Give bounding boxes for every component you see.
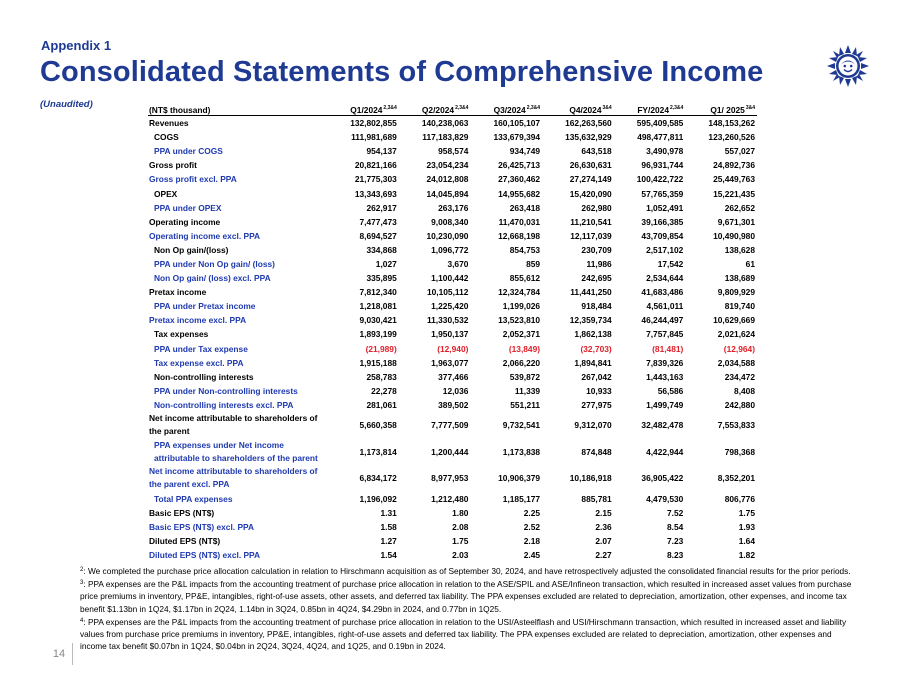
table-cell: 1,173,838 xyxy=(502,446,541,457)
table-cell: 954,137 xyxy=(366,146,397,157)
table-cell: 27,274,149 xyxy=(569,174,612,185)
table-cell: (21,989) xyxy=(365,343,397,354)
row-label: Total PPA expenses xyxy=(154,493,233,504)
table-cell: 1,950,137 xyxy=(431,329,469,340)
table-cell: (12,940) xyxy=(437,343,469,354)
table-row xyxy=(148,299,757,313)
column-header: $Q4/2024^{3\&4}$ xyxy=(542,100,614,116)
table-cell: 4,422,944 xyxy=(646,446,684,457)
row-label: Non-controlling interests xyxy=(154,371,254,382)
table-cell: 1,052,491 xyxy=(646,202,684,213)
table-cell: 9,732,541 xyxy=(502,420,541,431)
table-cell: 334,868 xyxy=(366,244,397,255)
table-row xyxy=(148,215,757,229)
table-cell: 806,776 xyxy=(724,493,755,504)
row-label: Basic EPS (NT$) xyxy=(149,507,215,518)
table-cell: 11,210,541 xyxy=(570,216,612,227)
column-header: $Q2/2024^{2,3\&4}$ xyxy=(399,100,471,116)
table-cell: 10,230,090 xyxy=(426,230,469,241)
table-cell: 7,777,509 xyxy=(431,420,469,431)
table-cell: 12,359,734 xyxy=(569,315,612,326)
row-label: Diluted EPS (NT$) excl. PPA xyxy=(149,549,261,560)
table-cell: 6,834,172 xyxy=(359,473,397,484)
table-cell: 9,312,070 xyxy=(574,420,612,431)
table-cell: 277,975 xyxy=(581,399,612,410)
table-cell: 15,420,090 xyxy=(569,188,612,199)
table-cell: 1,499,749 xyxy=(646,399,684,410)
table-cell: 1,862,138 xyxy=(574,329,612,340)
sun-face-icon xyxy=(826,44,870,88)
table-cell: 389,502 xyxy=(438,399,469,410)
column-header: Q1/ $2025^{3\&4}$ xyxy=(685,100,757,116)
table-cell: 1,963,077 xyxy=(431,357,469,368)
row-label: PPA under OPEX xyxy=(154,202,222,213)
table-cell: 1,199,026 xyxy=(502,301,541,312)
table-cell: 61 xyxy=(745,258,755,269)
row-label: Diluted EPS (NT$) xyxy=(149,535,221,546)
table-cell: 2.03 xyxy=(452,549,469,560)
table-cell: 1.80 xyxy=(452,507,469,518)
table-cell: 557,027 xyxy=(724,146,755,157)
row-label: Pretax income xyxy=(149,287,207,298)
table-cell: 9,809,929 xyxy=(717,287,755,298)
table-row xyxy=(148,158,757,172)
table-cell: 539,872 xyxy=(509,371,541,382)
table-cell: 133,679,394 xyxy=(493,132,541,143)
table-cell: 25,449,763 xyxy=(713,174,755,185)
table-cell: 7,477,473 xyxy=(359,216,397,227)
table-cell: 138,628 xyxy=(724,244,755,255)
table-cell: 2.36 xyxy=(595,521,612,532)
table-cell: 2.18 xyxy=(523,535,541,546)
row-label: PPA under Non Op gain/ (loss) xyxy=(154,258,275,269)
row-label: PPA expenses under Net income attributable to shareholders of the parent xyxy=(154,439,318,463)
table-cell: 57,765,359 xyxy=(641,188,684,199)
table-row xyxy=(148,491,757,505)
table-cell: 8,408 xyxy=(734,385,755,396)
table-cell: 1,443,163 xyxy=(646,371,684,382)
table-cell: 11,986 xyxy=(586,258,612,269)
table-cell: 1,027 xyxy=(375,258,397,269)
row-label: Tax expense excl. PPA xyxy=(154,357,244,368)
table-cell: 1,218,081 xyxy=(359,301,397,312)
table-cell: 377,466 xyxy=(438,371,469,382)
table-cell: 1.27 xyxy=(380,535,397,546)
table-cell: 7.23 xyxy=(667,535,684,546)
table-row xyxy=(148,534,757,548)
row-label: Revenues xyxy=(149,118,189,129)
table-row xyxy=(148,201,757,215)
table-row xyxy=(148,438,757,465)
table-cell: 12,668,198 xyxy=(498,230,541,241)
table-cell: 643,518 xyxy=(581,146,612,157)
table-cell: 7.52 xyxy=(667,507,684,518)
table-cell: 2,534,644 xyxy=(646,273,684,284)
table-row xyxy=(148,356,757,370)
table-cell: 1.93 xyxy=(738,521,755,532)
table-cell: 23,054,234 xyxy=(426,160,469,171)
table-cell: 2,066,220 xyxy=(502,357,541,368)
table-cell: 8,694,527 xyxy=(359,230,397,241)
table-cell: 335,895 xyxy=(366,273,397,284)
table-row xyxy=(148,116,757,131)
table-cell: 8.54 xyxy=(667,521,684,532)
table-cell: 2,021,624 xyxy=(717,329,755,340)
table-cell: 39,166,385 xyxy=(641,216,684,227)
table-row xyxy=(148,243,757,257)
footnote: $^2$: We completed the purchase price allocation calculation in relation to Hirschmann acquisition as of September 30, 2024, and have retrospectively adjusted the consolidated financial results for the prior periods. xyxy=(80,566,851,576)
table-cell: 2.52 xyxy=(523,521,541,532)
row-label: Non-controlling interests excl. PPA xyxy=(154,399,294,410)
table-row xyxy=(148,229,757,243)
table-cell: (13,849) xyxy=(508,343,541,354)
table-cell: 1,225,420 xyxy=(431,301,469,312)
row-label: Gross profit xyxy=(149,160,197,171)
table-cell: 1.31 xyxy=(380,507,397,518)
row-label: PPA under Non-controlling interests xyxy=(154,385,298,396)
table-cell: 1,200,444 xyxy=(431,446,469,457)
appendix-label: Appendix 1 xyxy=(41,38,112,53)
table-cell: 46,244,497 xyxy=(641,315,684,326)
table-cell: 22,278 xyxy=(371,385,397,396)
table-cell: 11,470,031 xyxy=(498,216,541,227)
table-cell: 9,671,301 xyxy=(717,216,755,227)
table-cell: 1,915,188 xyxy=(359,357,397,368)
table-cell: 242,695 xyxy=(581,273,612,284)
table-cell: 8,977,953 xyxy=(431,473,469,484)
table-cell: 123,260,526 xyxy=(708,132,755,143)
row-label: Non Op gain/ (loss) excl. PPA xyxy=(154,273,271,284)
table-row xyxy=(148,285,757,299)
row-label: PPA under Tax expense xyxy=(154,343,248,354)
table-cell: 1.58 xyxy=(380,521,397,532)
table-cell: 819,740 xyxy=(724,301,755,312)
column-header: $FY/2024^{2,3\&4}$ xyxy=(614,100,686,116)
table-cell: (81,481) xyxy=(652,343,684,354)
table-cell: 9,008,340 xyxy=(431,216,469,227)
table-cell: 874,848 xyxy=(581,446,612,457)
table-cell: 934,749 xyxy=(509,146,541,157)
column-header: $Q1/2024^{2,3\&4}$ xyxy=(327,100,399,116)
table-cell: 1,185,177 xyxy=(502,493,541,504)
table-cell: 135,632,929 xyxy=(565,132,612,143)
footnotes xyxy=(80,564,860,652)
table-cell: 258,783 xyxy=(366,371,397,382)
table-cell: 96,931,744 xyxy=(641,160,684,171)
table-cell: 267,042 xyxy=(581,371,612,382)
table-cell: 132,802,855 xyxy=(350,118,397,129)
table-cell: 11,441,250 xyxy=(570,287,612,298)
row-label: PPA under COGS xyxy=(154,146,223,157)
table-cell: (12,964) xyxy=(723,343,755,354)
row-label: Net income attributable to shareholders of the parent xyxy=(149,413,318,437)
row-label: Gross profit excl. PPA xyxy=(149,174,237,185)
table-row xyxy=(148,327,757,341)
table-cell: 7,839,326 xyxy=(646,357,684,368)
table-cell: 10,906,379 xyxy=(498,473,541,484)
table-cell: 13,523,810 xyxy=(498,315,541,326)
table-cell: 3,670 xyxy=(447,258,469,269)
table-cell: 2,034,588 xyxy=(717,357,755,368)
table-cell: 1,212,480 xyxy=(431,493,469,504)
table-row xyxy=(148,465,757,492)
table-cell: 2.25 xyxy=(523,507,541,518)
table-cell: 1,100,442 xyxy=(431,273,469,284)
table-cell: 100,422,722 xyxy=(636,174,684,185)
table-cell: 56,586 xyxy=(657,385,684,396)
table-cell: 13,343,693 xyxy=(354,188,397,199)
footnote: $^3$: PPA expenses are the P&L impacts from the accounting treatment of purchase price allocation in relation to the ASE/SPIL and ASE/Infineon transaction, which resulted in increased asset values from purchase price premiums in inventory, PP&E, intangibles, right-of-use assets, other assets, and deferred tax liability. The PPA expenses excluded are related to depreciation, amortization, other expenses, and income tax benefit $1.13bn in 1Q24, $1.17bn in 2Q24, 1.14bn in 3Q24, 0.85bn in 4Q24, $4.29bn in 2024, and 0.77bn in 1Q25. xyxy=(80,579,852,614)
table-cell: 148,153,262 xyxy=(708,118,755,129)
table-row xyxy=(148,384,757,398)
table-cell: 162,263,560 xyxy=(565,118,612,129)
table-cell: 859 xyxy=(526,258,541,269)
table-cell: 263,418 xyxy=(509,202,541,213)
table-cell: 855,612 xyxy=(509,273,541,284)
table-cell: 498,477,811 xyxy=(637,132,684,143)
table-cell: 1.82 xyxy=(738,549,755,560)
table-cell: 2.45 xyxy=(523,549,541,560)
table-cell: 7,553,833 xyxy=(717,420,755,431)
table-cell: 24,892,736 xyxy=(713,160,755,171)
table-cell: 36,905,422 xyxy=(641,473,684,484)
table-cell: 43,709,854 xyxy=(641,230,684,241)
table-cell: 958,574 xyxy=(438,146,469,157)
table-cell: 1.54 xyxy=(380,549,397,560)
table-cell: 8,352,201 xyxy=(717,473,755,484)
page-title: Consolidated Statements of Comprehensive Income xyxy=(40,56,764,88)
table-cell: 262,917 xyxy=(366,202,397,213)
table-cell: 160,105,107 xyxy=(493,118,541,129)
table-row xyxy=(148,548,757,562)
table-cell: 41,683,486 xyxy=(641,287,684,298)
table-row xyxy=(148,506,757,520)
row-label: COGS xyxy=(154,132,179,143)
table-cell: 1.75 xyxy=(452,535,469,546)
unaudited-note: (Unaudited) xyxy=(40,99,93,110)
table-cell: 2.27 xyxy=(595,549,612,560)
table-cell: 2.07 xyxy=(595,535,612,546)
table-cell: 281,061 xyxy=(366,399,397,410)
table-cell: 1,196,092 xyxy=(359,493,397,504)
unit-header: (NT$ thousand) xyxy=(148,100,327,116)
table-cell: 26,425,713 xyxy=(498,160,541,171)
table-cell: 11,330,532 xyxy=(426,315,469,326)
table-cell: 21,775,303 xyxy=(354,174,397,185)
table-cell: 230,709 xyxy=(581,244,612,255)
table-cell: 1,096,772 xyxy=(431,244,469,255)
table-cell: 20,821,166 xyxy=(354,160,397,171)
table-cell: 8.23 xyxy=(667,549,684,560)
table-cell: 4,479,530 xyxy=(646,493,684,504)
table-cell: 2.08 xyxy=(452,521,469,532)
table-cell: 27,360,462 xyxy=(498,174,541,185)
table-cell: 14,955,682 xyxy=(498,188,541,199)
table-cell: 17,542 xyxy=(657,258,684,269)
row-label: Tax expenses xyxy=(154,329,209,340)
table-cell: 117,183,829 xyxy=(422,132,469,143)
table-cell: 1,173,814 xyxy=(359,446,397,457)
table-cell: 11,339 xyxy=(514,385,541,396)
table-row xyxy=(148,520,757,534)
income-statement-table xyxy=(148,100,757,562)
row-label: Net income attributable to shareholders of the parent excl. PPA xyxy=(149,466,318,490)
table-cell: 2,517,102 xyxy=(646,244,684,255)
table-row xyxy=(148,130,757,144)
column-header: $Q3/2024^{2,3\&4}$ xyxy=(470,100,542,116)
row-label: Non Op gain/(loss) xyxy=(154,244,229,255)
table-cell: 262,980 xyxy=(581,202,612,213)
table-cell: 9,030,421 xyxy=(359,315,397,326)
table-cell: 12,036 xyxy=(442,385,469,396)
table-cell: 885,781 xyxy=(581,493,612,504)
table-cell: 262,652 xyxy=(724,202,755,213)
table-row xyxy=(148,412,757,439)
table-cell: 140,238,063 xyxy=(421,118,469,129)
table-cell: 2.15 xyxy=(595,507,612,518)
table-cell: 2,052,371 xyxy=(502,329,541,340)
table-cell: 138,689 xyxy=(724,273,755,284)
table-row xyxy=(148,370,757,384)
table-cell: 1.75 xyxy=(738,507,755,518)
table-cell: 918,484 xyxy=(581,301,612,312)
row-label: Pretax income excl. PPA xyxy=(149,315,247,326)
table-row xyxy=(148,271,757,285)
table-cell: 5,660,358 xyxy=(359,420,397,431)
table-cell: 263,176 xyxy=(438,202,469,213)
table-cell: 12,324,784 xyxy=(498,287,541,298)
table-cell: 242,880 xyxy=(724,399,755,410)
table-cell: 12,117,039 xyxy=(570,230,612,241)
row-label: Operating income excl. PPA xyxy=(149,230,261,241)
table-cell: 595,409,585 xyxy=(636,118,684,129)
table-row xyxy=(148,186,757,200)
table-cell: 111,981,689 xyxy=(351,132,397,143)
row-label: Basic EPS (NT$) excl. PPA xyxy=(149,521,255,532)
row-label: OPEX xyxy=(154,188,178,199)
table-cell: 1,894,841 xyxy=(574,357,612,368)
table-cell: 10,186,918 xyxy=(569,473,612,484)
table-cell: 1,893,199 xyxy=(359,329,397,340)
table-cell: 15,221,435 xyxy=(713,188,755,199)
table-cell: 798,368 xyxy=(724,446,755,457)
table-row xyxy=(148,342,757,356)
table-row xyxy=(148,144,757,158)
table-cell: 26,630,631 xyxy=(569,160,612,171)
table-cell: 551,211 xyxy=(510,399,541,410)
row-label: Operating income xyxy=(149,216,221,227)
table-row xyxy=(148,257,757,271)
table-cell: 10,933 xyxy=(586,385,612,396)
table-cell: 14,045,894 xyxy=(426,188,469,199)
table-cell: 7,757,845 xyxy=(646,329,684,340)
footnote: $^4$: PPA expenses are the P&L impacts from the accounting treatment of purchase price allocation in relation to the USI/Asteelflash and USI/Hirschmann transaction, which resulted in increased asset and liability values from purchase price premiums in inventory, PP&E, intangibles, right-of-use assets and deferred tax liability. The PPA expenses excluded are related to depreciation, amortization, other expenses and income tax benefit $0.07bn in 1Q24, $0.04bn in 2Q24, 3Q24, 4Q24, and 1Q25, and 0.19bn in 2024. xyxy=(80,616,847,652)
table-cell: 10,629,669 xyxy=(713,315,755,326)
table-cell: 10,490,980 xyxy=(713,230,755,241)
table-header-row xyxy=(148,100,757,116)
table-row xyxy=(148,313,757,327)
table-cell: 32,482,478 xyxy=(641,420,684,431)
table-cell: 234,472 xyxy=(724,371,755,382)
table-cell: 10,105,112 xyxy=(426,287,469,298)
table-cell: 1.64 xyxy=(738,535,755,546)
table-cell: 3,490,978 xyxy=(646,146,684,157)
table-cell: 854,753 xyxy=(509,244,541,255)
page-number: 14 xyxy=(46,643,73,665)
table-cell: 24,012,808 xyxy=(426,174,469,185)
row-label: PPA under Pretax income xyxy=(154,301,256,312)
table-cell: 4,561,011 xyxy=(646,301,684,312)
table-cell: (32,703) xyxy=(580,343,612,354)
table-cell: 7,812,340 xyxy=(359,287,397,298)
table-row xyxy=(148,398,757,412)
table-row xyxy=(148,172,757,186)
